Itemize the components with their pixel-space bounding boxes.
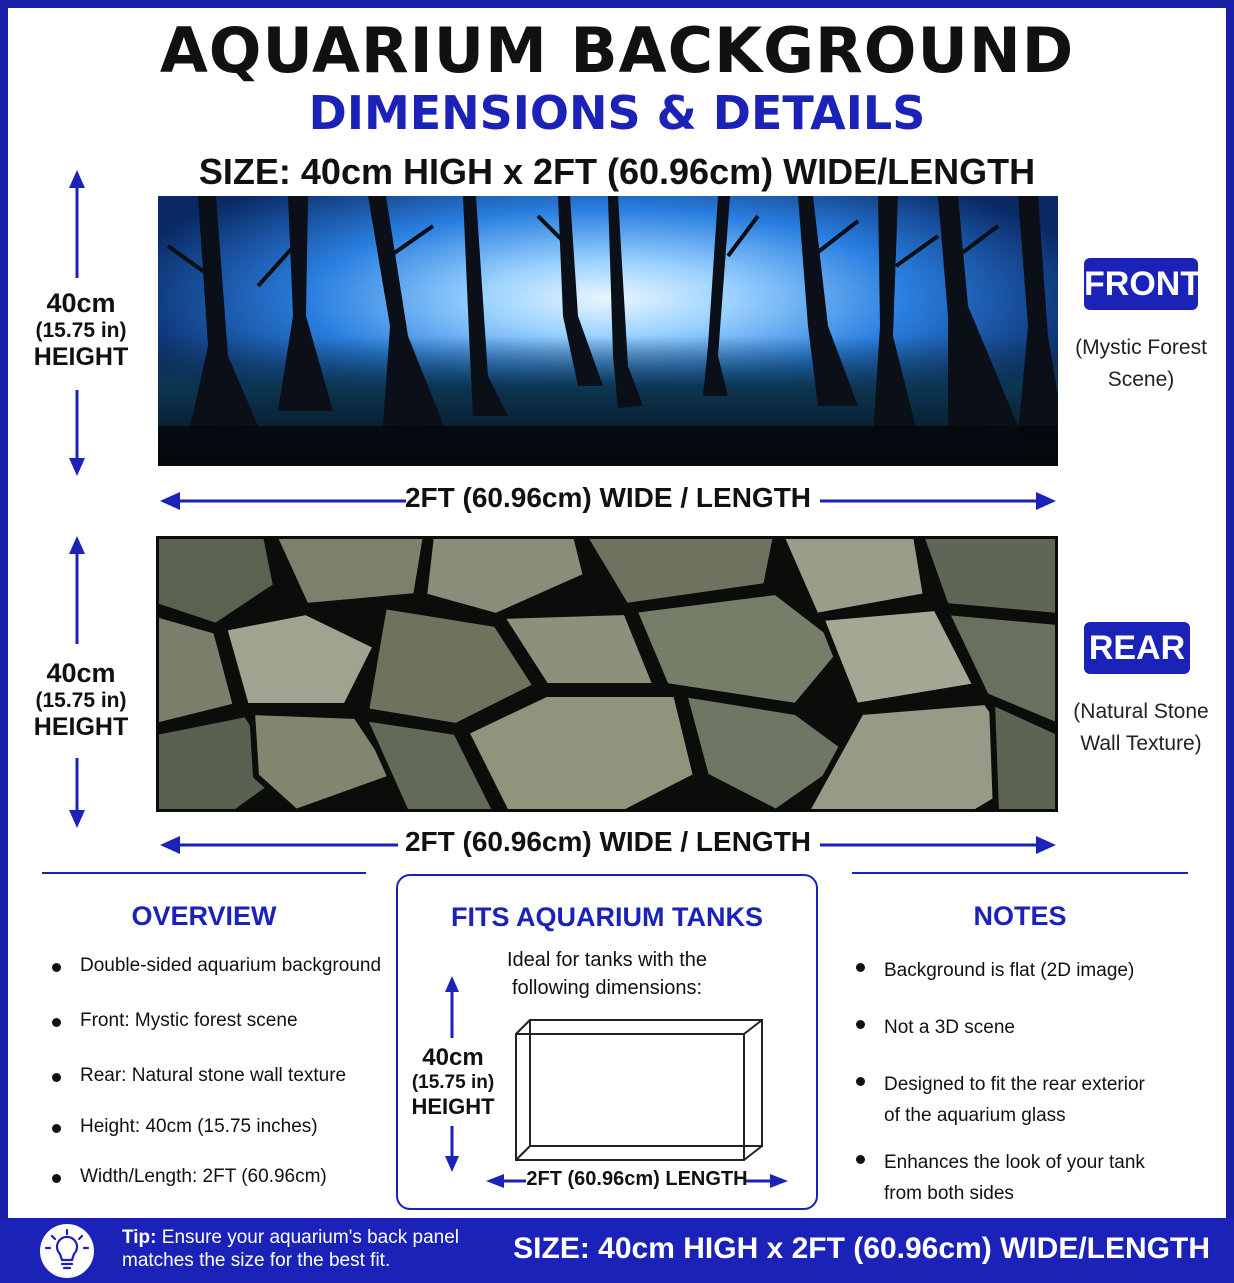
front-vertical-arrow xyxy=(66,168,88,478)
notes-rule xyxy=(852,872,1188,874)
fits-height-arrow xyxy=(442,974,462,1174)
notes-item-line1: Background is flat (2D image) xyxy=(884,960,1135,981)
overview-list xyxy=(48,955,388,1188)
overview-item: Rear: Natural stone wall texture xyxy=(48,1065,388,1087)
overview-title: OVERVIEW xyxy=(131,901,277,931)
rear-height-word: HEIGHT xyxy=(33,713,129,741)
overview-item: Double-sided aquarium background xyxy=(48,955,388,977)
fits-intro-line2: following dimensions: xyxy=(511,977,703,999)
rear-vertical-arrow xyxy=(66,534,88,830)
page-title: AQUARIUM BACKGROUND xyxy=(159,14,1075,87)
size-line: SIZE: 40cm HIGH x 2FT (60.96cm) WIDE/LENGTH xyxy=(198,151,1036,192)
fits-title: FITS AQUARIUM TANKS xyxy=(451,902,763,932)
notes-item-line1: Enhances the look of your tank xyxy=(884,1152,1145,1173)
page-subtitle: DIMENSIONS & DETAILS xyxy=(308,86,926,140)
overview-item: Height: 40cm (15.75 inches) xyxy=(48,1116,388,1138)
notes-item-line2: of the aquarium glass xyxy=(884,1105,1066,1126)
fits-length-label: 2FT (60.96cm) LENGTH xyxy=(526,1168,748,1190)
tip-label: Tip: xyxy=(122,1227,157,1248)
rear-description xyxy=(1071,696,1211,760)
fits-intro-line1: Ideal for tanks with the xyxy=(506,949,708,971)
notes-item xyxy=(852,955,1222,986)
fits-height-word: HEIGHT xyxy=(411,1094,495,1119)
notes-item xyxy=(852,1012,1222,1043)
rear-height-value: 40cm xyxy=(46,658,116,688)
lightbulb-icon xyxy=(40,1224,94,1278)
front-desc-line1: (Mystic Forest xyxy=(1075,336,1207,359)
front-width-label: 2FT (60.96cm) WIDE / LENGTH xyxy=(404,482,812,513)
rear-height-inches: (15.75 in) xyxy=(35,689,127,712)
fits-height-value: 40cm xyxy=(422,1044,484,1071)
notes-list xyxy=(852,955,1222,1209)
rear-desc-line1: (Natural Stone xyxy=(1073,700,1209,723)
front-height-value: 40cm xyxy=(46,288,116,318)
front-width-arrow xyxy=(158,482,1058,516)
tip-text xyxy=(122,1226,459,1272)
front-height-inches: (15.75 in) xyxy=(35,319,127,342)
rear-desc-line2: Wall Texture) xyxy=(1080,732,1202,755)
rear-width-arrow xyxy=(158,826,1058,860)
front-badge: FRONT xyxy=(1084,258,1198,310)
tip-line1: Ensure your aquarium's back panel xyxy=(161,1227,460,1248)
tank-outline-icon xyxy=(512,1016,768,1166)
fits-height-inches: (15.75 in) xyxy=(411,1072,495,1093)
footer-bar xyxy=(0,1218,1234,1283)
rear-width-label: 2FT (60.96cm) WIDE / LENGTH xyxy=(404,826,812,857)
overview-rule xyxy=(42,872,366,874)
rear-badge: REAR xyxy=(1084,622,1190,674)
front-description xyxy=(1071,332,1211,396)
front-height-word: HEIGHT xyxy=(33,343,129,371)
footer-size-line: SIZE: 40cm HIGH x 2FT (60.96cm) WIDE/LENGTH xyxy=(513,1232,1210,1265)
overview-item: Front: Mystic forest scene xyxy=(48,1010,388,1032)
tip-line2: matches the size for the best fit. xyxy=(122,1250,391,1271)
rear-stone-image xyxy=(156,536,1058,812)
notes-item-line1: Not a 3D scene xyxy=(884,1017,1015,1038)
overview-item: Width/Length: 2FT (60.96cm) xyxy=(48,1166,388,1188)
front-forest-image xyxy=(158,196,1058,466)
notes-item-line2: from both sides xyxy=(884,1183,1014,1204)
notes-item xyxy=(852,1147,1222,1209)
front-desc-line2: Scene) xyxy=(1107,368,1175,391)
fits-box xyxy=(396,874,818,1210)
notes-item xyxy=(852,1069,1222,1131)
notes-title: NOTES xyxy=(973,901,1067,931)
notes-item-line1: Designed to fit the rear exterior xyxy=(884,1074,1145,1095)
